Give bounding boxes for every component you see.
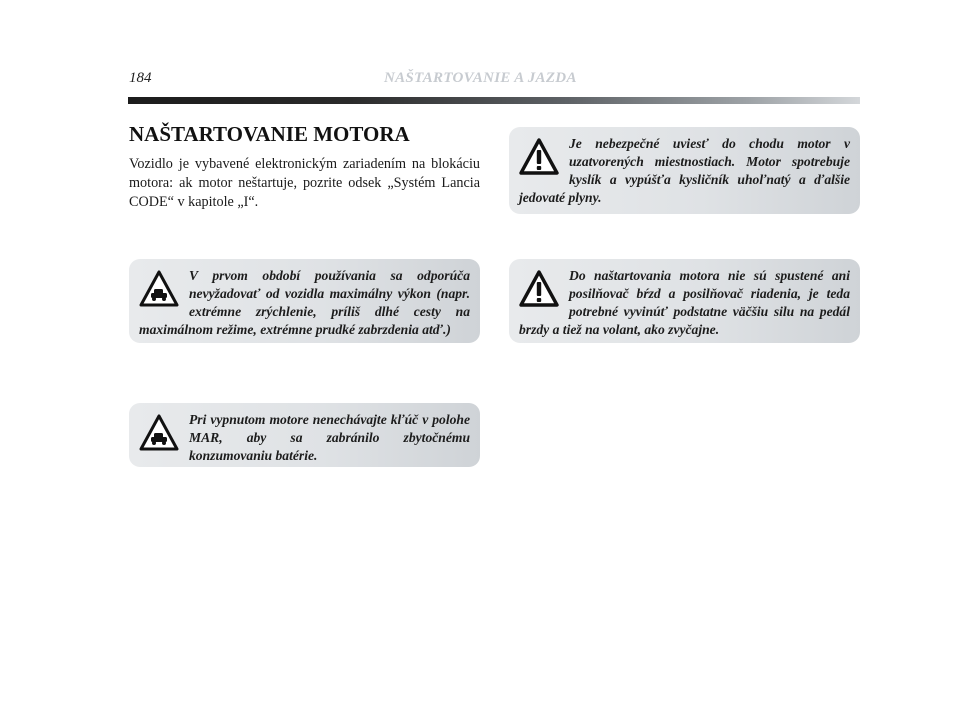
warning-icon bbox=[519, 137, 561, 189]
caution-note-key-position bbox=[129, 403, 480, 467]
warning-icon bbox=[519, 269, 561, 321]
warning-note-brake-assist bbox=[509, 259, 860, 343]
note-text: Pri vypnutom motore nenechávajte kľúč v polohe MAR, aby sa zabránilo zbytočnému konzumovaniu batérie. bbox=[189, 412, 470, 463]
caution-vehicle-icon bbox=[139, 413, 181, 459]
caution-vehicle-icon bbox=[139, 269, 181, 321]
page-number: 184 bbox=[129, 70, 152, 86]
note-text: Do naštartovania motora nie sú spustené ani posilňovač bŕzd a posilňovač riadenia, je teda potrebné vyvinúť podstatne väčšiu silu na pedál brzdy a tiež na volant, ako zvyčajne. bbox=[519, 268, 850, 337]
chapter-title: NAŠTARTOVANIE A JAZDA bbox=[384, 70, 577, 86]
header-rule bbox=[128, 97, 860, 104]
section-body: Vozidlo je vybavené elektronickým zariadením na blokáciu motora: ak motor neštartuje, pozrite odsek „Systém Lancia CODE“ v kapitole „I“. bbox=[129, 156, 480, 210]
note-text: Je nebezpečné uviesť do chodu motor v uzatvorených miestnostiach. Motor spotrebuje kyslík a vypúšťa kysličník uhoľnatý a ďalšie jedovaté plyny. bbox=[519, 136, 850, 205]
note-text: V prvom období používania sa odporúča nevyžadovať od vozidla maximálny výkon (napr. extrémne zrýchlenie, príliš dlhé cesty na maximálnom režime, extrémne prudké zabrzdenia atď.) bbox=[139, 268, 470, 337]
warning-note-enclosed-space bbox=[509, 127, 860, 214]
section-title: NAŠTARTOVANIE MOTORA bbox=[129, 122, 410, 146]
caution-note-break-in bbox=[129, 259, 480, 343]
